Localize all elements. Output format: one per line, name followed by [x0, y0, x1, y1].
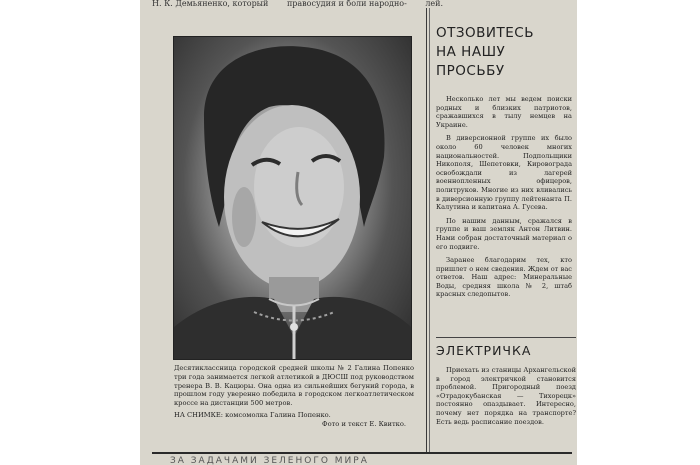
- train-paragraph: Приехать из станицы Архангельской в город электричкой становится проблемой. Пригородный поезд «Отрадокубанская — Тихорецк» постоянно опаздывает. Интересно, почему нет порядка на транспорте? Есть ведь расписание поездов.: [436, 366, 576, 426]
- photo-caption: [174, 364, 414, 429]
- portrait-photo: [173, 36, 412, 360]
- bottom-rule: [152, 452, 572, 454]
- train-article: [436, 343, 576, 426]
- appeal-headline-line: НА НАШУ: [436, 44, 506, 60]
- appeal-article: [436, 24, 572, 304]
- photo-credit: Фото и текст Е. Квитко.: [322, 419, 406, 428]
- top-strip-right: лей.: [425, 0, 444, 8]
- appeal-body: [436, 95, 572, 299]
- next-article-headline: ЗА ЗАДАЧАМИ ЗЕЛЕНОГО МИРА: [170, 456, 369, 465]
- top-strip-left: Н. К. Демьяненко, который: [152, 0, 269, 8]
- top-strip-middle: правосудия и боли народно-: [286, 0, 407, 8]
- article-separator: [436, 337, 576, 338]
- column-divider: [426, 8, 427, 453]
- newspaper-page: [140, 0, 577, 465]
- appeal-paragraph: По нашим данным, сражался в группе и ваш земляк Антон Литвин. Нами собран достаточный материал о его подвиге.: [436, 216, 572, 251]
- appeal-paragraph: Заранее благодарим тех, кто пришлет о нем сведения. Ждем от вас ответов. Наш адрес: Минеральные Воды, средняя школа № 2, штаб красных следопытов.: [436, 256, 572, 299]
- appeal-paragraph: Несколько лет мы ведем поиски родных и близких патриотов, сражавшихся в тылу немцев на Украине.: [436, 95, 572, 129]
- column-divider-thin: [429, 8, 430, 453]
- train-body: [436, 366, 576, 426]
- appeal-paragraph: В диверсионной группе их было около 60 человек многих национальностей. Подпольщики Никополя, Шепетовки, Кировограда освобождали из лагерей военнопленных офицеров, политруков. Многие из них вливались в диверсионную группу лейтенанта П. Калутина и капитана А. Гусева.: [436, 134, 572, 212]
- caption-text: Десятиклассница городской средней школы № 2 Галина Попенко три года занимается легкой атлетикой в ДЮСШ под руководством тренера В. В. Кацюры. Она одна из сильнейших бегуний города, в прошлом году уверенно победила в городском легкоатлетическом кроссе на дистанции 500 метров.: [174, 364, 414, 408]
- appeal-headline-line: ПРОСЬБУ: [436, 63, 505, 79]
- caption-subject: НА СНИМКЕ: комсомолка Галина Попенко.: [174, 410, 331, 419]
- train-headline: ЭЛЕКТРИЧКА: [436, 343, 532, 358]
- appeal-headline: [436, 24, 572, 81]
- portrait-illustration: [174, 37, 411, 359]
- appeal-headline-line: ОТЗОВИТЕСЬ: [436, 25, 534, 41]
- previous-article-strip: [152, 0, 572, 10]
